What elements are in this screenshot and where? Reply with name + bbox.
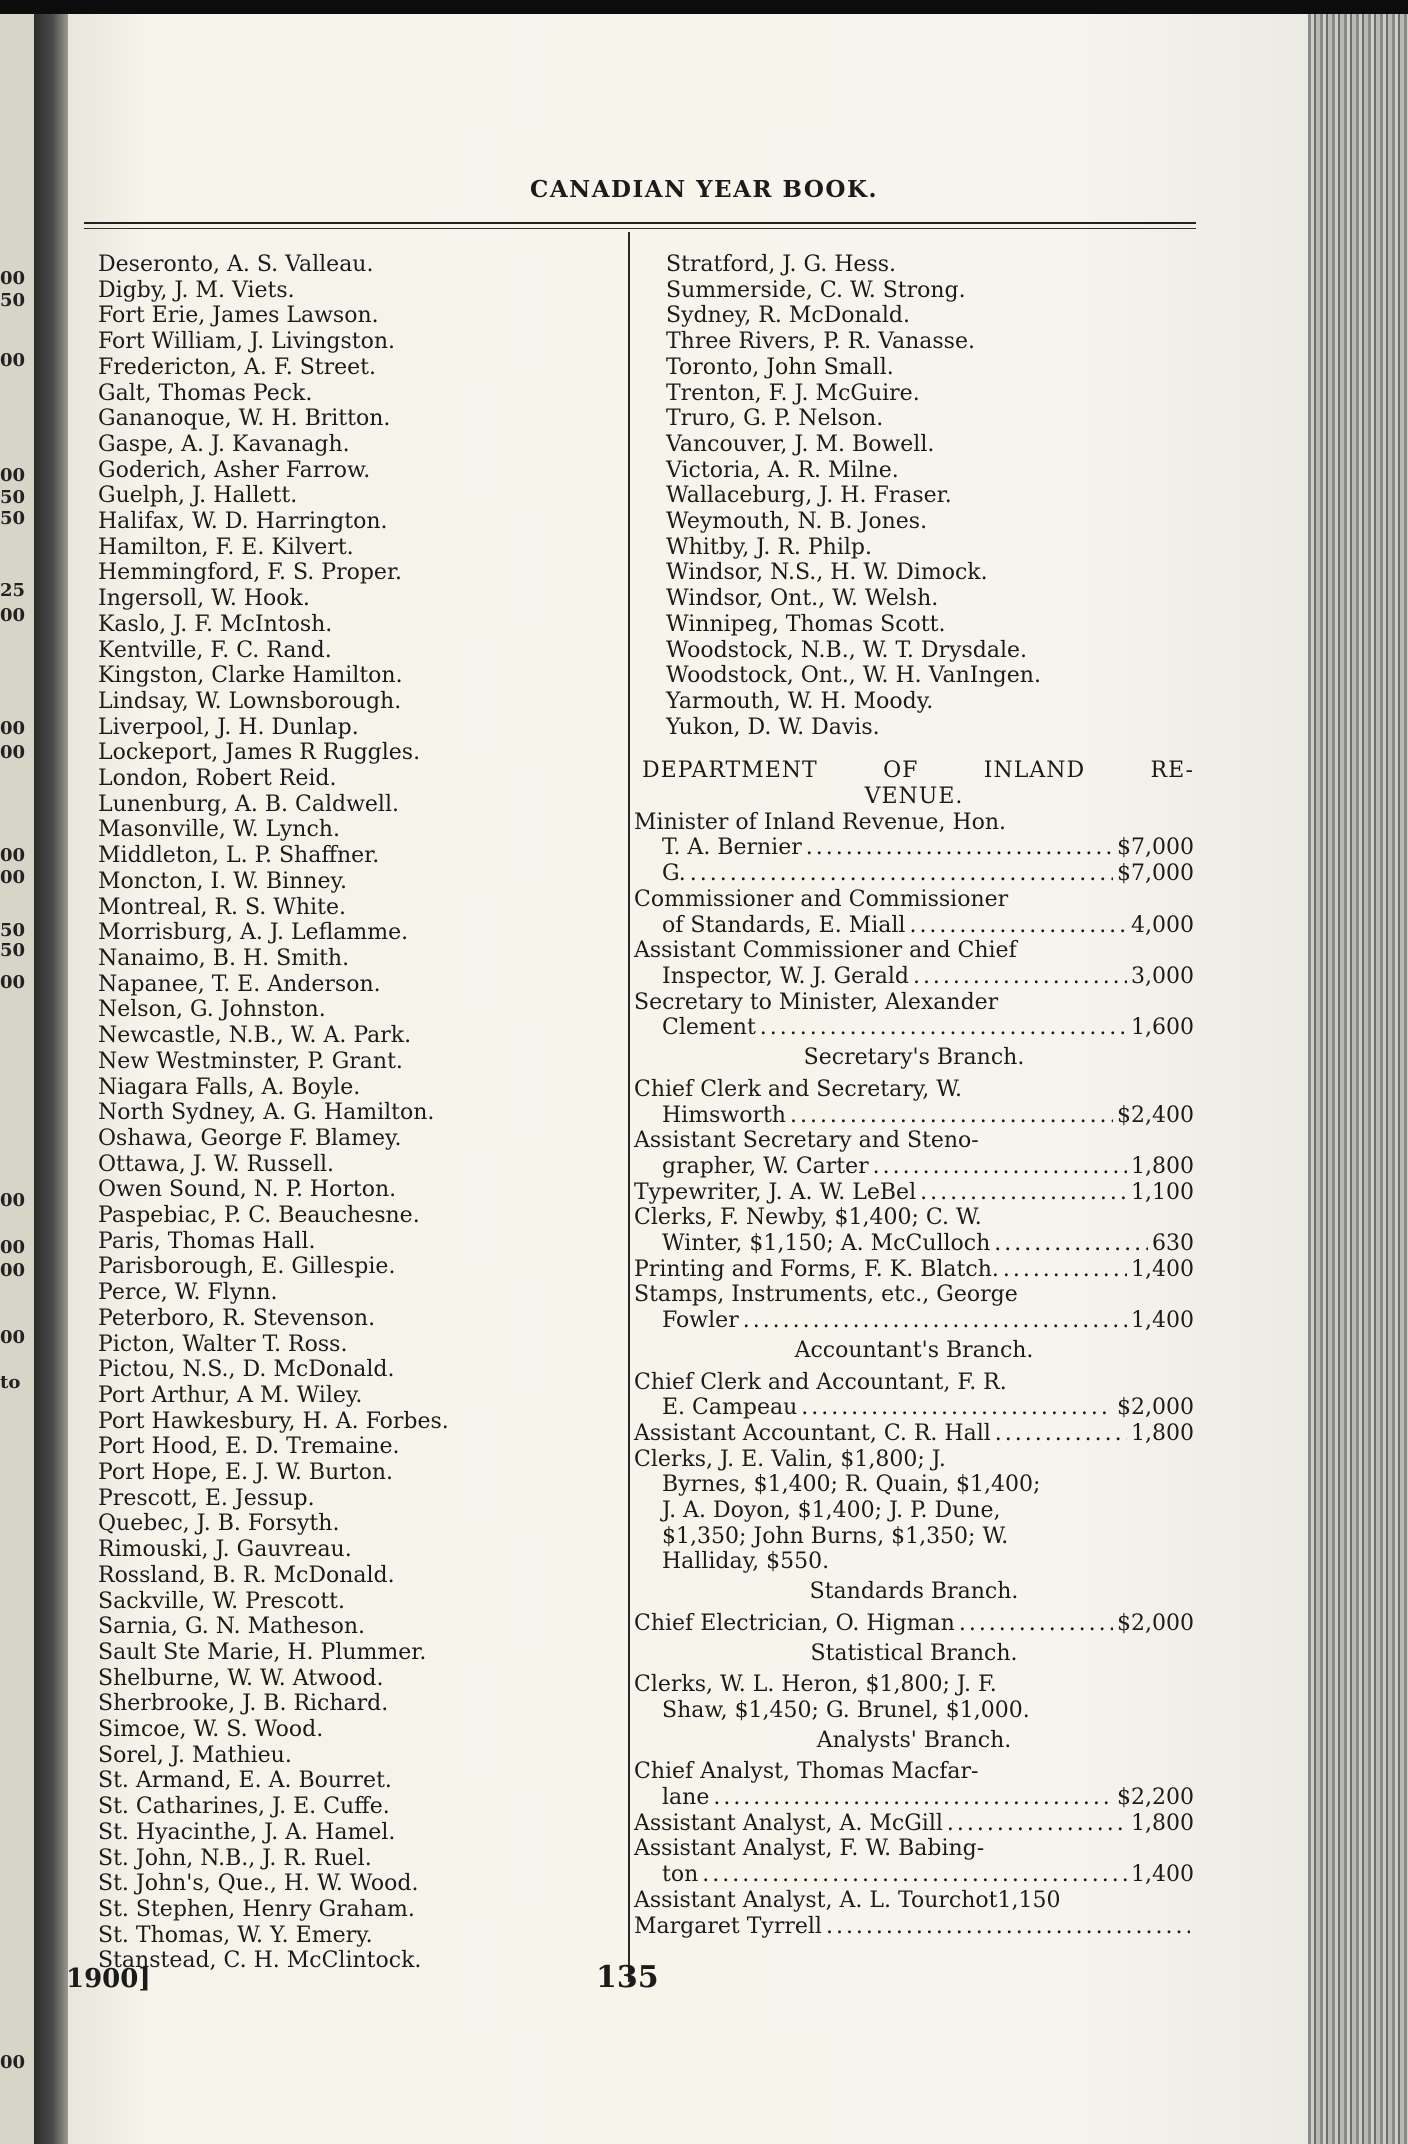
- list-item: Hemmingford, F. S. Proper.: [98, 560, 403, 586]
- list-item: Gaspe, A. J. Kavanagh.: [98, 431, 350, 457]
- entry-name: Clement: [662, 1015, 756, 1041]
- margin-number: 00: [0, 718, 26, 739]
- entry-last-line: [634, 1862, 1194, 1888]
- entry-name: Margaret Tyrrell: [634, 1913, 822, 1939]
- entry-name: Himsworth: [662, 1102, 786, 1128]
- salary-amount: $2,200: [1117, 1785, 1194, 1811]
- accountant-branch-entries: [634, 1370, 1194, 1447]
- margin-number: 50: [0, 290, 26, 311]
- entry-last-line: [634, 1811, 1194, 1837]
- list-item: Simcoe, W. S. Wood.: [98, 1717, 324, 1743]
- revenue-entry: [634, 1282, 1194, 1333]
- list-item: Windsor, Ont., W. Welsh.: [666, 586, 939, 612]
- branch-heading-statistical: Statistical Branch.: [810, 1640, 1018, 1666]
- list-item: Morrisburg, A. J. Leflamme.: [98, 920, 409, 946]
- revenue-entry: [634, 1205, 1194, 1256]
- revenue-entry: [634, 1811, 1194, 1837]
- list-item: Napanee, T. E. Anderson.: [98, 971, 381, 997]
- entry-name: Fowler: [662, 1308, 739, 1334]
- list-item: North Sydney, A. G. Hamilton.: [98, 1100, 435, 1126]
- margin-number: 00: [0, 268, 26, 289]
- list-item: Peterboro, R. Stevenson.: [98, 1305, 376, 1331]
- entry-name: of Standards, E. Miall: [662, 912, 906, 938]
- branch-heading-secretary: Secretary's Branch.: [803, 1045, 1025, 1071]
- entry-name: Inspector, W. J. Gerald: [662, 963, 909, 989]
- statistical-clerks: [634, 1672, 1194, 1723]
- dot-leader: [920, 1180, 1127, 1206]
- dot-leader: [947, 1811, 1127, 1837]
- revenue-entry: [634, 810, 1194, 861]
- dot-leader: [913, 964, 1127, 990]
- list-item: Truro, G. P. Nelson.: [666, 406, 884, 432]
- revenue-entry: [634, 1370, 1194, 1421]
- entry-name: T. A. Bernier: [662, 835, 802, 861]
- list-item: Kaslo, J. F. McIntosh.: [98, 611, 333, 637]
- entry-name: Printing and Forms, F. K. Blatch.: [634, 1256, 999, 1282]
- dot-leader: [801, 1395, 1113, 1421]
- list-item: Halifax, W. D. Harrington.: [98, 509, 388, 535]
- entry-text-line: Shaw, $1,450; G. Brunel, $1,000.: [662, 1697, 1030, 1723]
- list-item: Sault Ste Marie, H. Plummer.: [98, 1639, 427, 1665]
- accountant-clerks: [634, 1447, 1194, 1576]
- entry-text-line: Assistant Secretary and Steno-: [634, 1128, 979, 1154]
- revenue-entry: [634, 1421, 1194, 1447]
- list-item: Summerside, C. W. Strong.: [666, 277, 966, 303]
- list-item: Sorel, J. Mathieu.: [98, 1742, 292, 1768]
- scan-top-border: [0, 0, 1408, 14]
- right-column: [634, 252, 1194, 1939]
- dot-leader: [760, 1015, 1127, 1041]
- secretary-branch-entries: [634, 1077, 1194, 1334]
- dot-leader: [959, 1611, 1113, 1637]
- branch-heading-accountant: Accountant's Branch.: [794, 1337, 1034, 1363]
- list-item: Yukon, D. W. Davis.: [666, 714, 880, 740]
- list-item: Masonville, W. Lynch.: [98, 817, 340, 843]
- list-item: St. Stephen, Henry Graham.: [98, 1897, 415, 1922]
- dot-leader: [994, 1231, 1148, 1257]
- header-rule: [84, 222, 1196, 224]
- list-item: Newcastle, N.B., W. A. Park.: [98, 1023, 412, 1049]
- list-item: St. John, N.B., J. R. Ruel.: [98, 1845, 372, 1871]
- entry-last-line: [634, 1231, 1194, 1257]
- salary-amount: 1,800: [1131, 1153, 1194, 1179]
- salary-amount: 1,600: [1131, 1015, 1194, 1041]
- column-divider: [628, 232, 630, 1982]
- salary-amount: $2,400: [1117, 1102, 1194, 1128]
- list-item: Nelson, G. Johnston.: [98, 997, 326, 1023]
- entry-name: Assistant Analyst, A. L. Tourchot: [634, 1887, 998, 1913]
- list-item: Trenton, F. J. McGuire.: [666, 380, 920, 406]
- footer-year: 1900]: [66, 1964, 151, 1994]
- margin-number: 00: [0, 867, 26, 888]
- entry-last-line: [634, 1308, 1194, 1334]
- list-item: Lunenburg, A. B. Caldwell.: [98, 791, 399, 817]
- entry-text-line: Chief Clerk and Accountant, F. R.: [634, 1369, 1007, 1395]
- list-item: Three Rivers, P. R. Vanasse.: [666, 329, 975, 355]
- entry-text-line: Clerks, J. E. Valin, $1,800; J.: [634, 1446, 946, 1472]
- revenue-entry: [634, 1836, 1194, 1887]
- dot-leader: [790, 1103, 1113, 1129]
- entry-last-line: [634, 1154, 1194, 1180]
- list-item: Paspebiac, P. C. Beauchesne.: [98, 1203, 420, 1229]
- dot-leader: [806, 835, 1113, 861]
- entry-name: Assistant Analyst, A. McGill: [634, 1810, 943, 1836]
- list-item: Stanstead, C. H. McClintock.: [98, 1948, 422, 1974]
- department-heading-line-1: DEPARTMENT OF INLAND RE-: [642, 758, 1194, 784]
- dot-leader: [690, 861, 1113, 887]
- previous-page-sliver: [0, 14, 34, 2144]
- entry-last-line: [634, 1421, 1194, 1447]
- entry-last-line: [634, 835, 1194, 861]
- right-column-list: [634, 252, 1194, 740]
- entry-text-line: Chief Clerk and Secretary, W.: [634, 1076, 962, 1102]
- revenue-entry: [634, 1888, 1194, 1914]
- list-item: Shelburne, W. W. Atwood.: [98, 1665, 384, 1691]
- list-item: Deseronto, A. S. Valleau.: [98, 252, 374, 277]
- entry-text-line: Halliday, $550.: [662, 1549, 830, 1575]
- list-item: Kentville, F. C. Rand.: [98, 637, 332, 663]
- book-gutter: [34, 14, 68, 2144]
- entry-text-line: Secretary to Minister, Alexander: [634, 989, 999, 1015]
- department-heading-line-2: VENUE.: [864, 784, 964, 810]
- entry-name: Winter, $1,150; A. McCulloch: [662, 1231, 991, 1257]
- list-item: Moncton, I. W. Binney.: [98, 868, 347, 894]
- list-item: Port Hood, E. D. Tremaine.: [98, 1434, 400, 1460]
- revenue-entry: [634, 1077, 1194, 1128]
- margin-number: 00: [0, 972, 26, 993]
- entry-name: Typewriter, J. A. W. LeBel: [634, 1179, 917, 1205]
- list-item: Stratford, J. G. Hess.: [666, 252, 897, 277]
- page-edges: [1308, 14, 1408, 2144]
- list-item: Pictou, N.S., D. McDonald.: [98, 1357, 395, 1383]
- list-item: Liverpool, J. H. Dunlap.: [98, 714, 359, 740]
- entry-text-line: Clerks, F. Newby, $1,400; C. W.: [634, 1205, 982, 1231]
- page-number: 135: [596, 1960, 659, 1995]
- entry-name: E. Campeau: [662, 1395, 798, 1421]
- list-item: St. John's, Que., H. W. Wood.: [98, 1871, 419, 1897]
- list-item: Port Hawkesbury, H. A. Forbes.: [98, 1408, 449, 1434]
- list-item: Sherbrooke, J. B. Richard.: [98, 1691, 389, 1717]
- list-item: Woodstock, Ont., W. H. VanIngen.: [666, 663, 1041, 689]
- list-item: Perce, W. Flynn.: [98, 1280, 278, 1306]
- margin-number: 00: [0, 605, 26, 626]
- salary-amount: 1,400: [1131, 1308, 1194, 1334]
- margin-number: 00: [0, 1237, 26, 1258]
- dot-leader: [1003, 1257, 1127, 1283]
- list-item: Galt, Thomas Peck.: [98, 380, 313, 406]
- entry-last-line: [634, 1180, 1194, 1206]
- list-item: Kingston, Clarke Hamilton.: [98, 663, 403, 689]
- entry-last-line: [634, 1888, 1194, 1914]
- margin-number: 50: [0, 920, 26, 941]
- revenue-entry: [634, 1180, 1194, 1206]
- dot-leader: [826, 1914, 1190, 1940]
- list-item: Fort William, J. Livingston.: [98, 329, 395, 355]
- list-item: Vancouver, J. M. Bowell.: [666, 431, 935, 457]
- list-item: Middleton, L. P. Shaffner.: [98, 843, 380, 869]
- margin-number: 00: [0, 465, 26, 486]
- dot-leader: [743, 1308, 1127, 1334]
- list-item: Nanaimo, B. H. Smith.: [98, 945, 350, 971]
- entry-name: Assistant Accountant, C. R. Hall: [634, 1420, 991, 1446]
- entry-text-line: Assistant Commissioner and Chief: [634, 938, 1017, 964]
- list-item: Woodstock, N.B., W. T. Drysdale.: [666, 637, 1027, 663]
- list-item: Lockeport, James R Ruggles.: [98, 740, 421, 766]
- list-item: Goderich, Asher Farrow.: [98, 457, 371, 483]
- list-item: Oshawa, George F. Blamey.: [98, 1125, 402, 1151]
- margin-number: to: [0, 1372, 21, 1393]
- entry-last-line: [634, 1914, 1194, 1940]
- entry-last-line: [634, 913, 1194, 939]
- salary-amount: $2,000: [1117, 1610, 1194, 1636]
- list-item: Toronto, John Small.: [666, 354, 894, 380]
- list-item: Whitby, J. R. Philp.: [666, 534, 873, 560]
- running-header: CANADIAN YEAR BOOK.: [530, 176, 878, 203]
- margin-number: 00: [0, 1190, 26, 1211]
- revenue-entry: [634, 1759, 1194, 1810]
- salary-amount: 1,100: [1131, 1179, 1194, 1205]
- list-item: Wallaceburg, J. H. Fraser.: [666, 483, 952, 509]
- entry-last-line: [634, 861, 1194, 887]
- dot-leader: [873, 1154, 1127, 1180]
- list-item: Ottawa, J. W. Russell.: [98, 1151, 335, 1177]
- list-item: Weymouth, N. B. Jones.: [666, 509, 928, 535]
- salary-amount: $7,000: [1117, 835, 1194, 861]
- list-item: Rimouski, J. Gauvreau.: [98, 1537, 352, 1563]
- revenue-entry: [634, 861, 1194, 887]
- entry-name: Chief Electrician, O. Higman: [634, 1610, 955, 1636]
- list-item: Yarmouth, W. H. Moody.: [666, 688, 934, 714]
- dot-leader: [909, 913, 1127, 939]
- entry-name: ton: [662, 1862, 699, 1888]
- header-rule-thin: [84, 228, 1196, 229]
- margin-number: 00: [0, 350, 26, 371]
- list-item: Paris, Thomas Hall.: [98, 1228, 316, 1254]
- list-item: Sydney, R. McDonald.: [666, 303, 910, 329]
- entry-text-line: Minister of Inland Revenue, Hon.: [634, 809, 1007, 835]
- list-item: Picton, Walter T. Ross.: [98, 1331, 348, 1357]
- entry-text-line: J. A. Doyon, $1,400; J. P. Dune,: [662, 1498, 1001, 1524]
- list-item: Quebec, J. B. Forsyth.: [98, 1511, 340, 1537]
- margin-number: 50: [0, 508, 26, 529]
- salary-amount: 4,000: [1131, 912, 1194, 938]
- list-item: Ingersoll, W. Hook.: [98, 586, 310, 612]
- margin-number: 25: [0, 580, 26, 601]
- list-item: Windsor, N.S., H. W. Dimock.: [666, 560, 988, 586]
- standards-branch-entries: [634, 1611, 1194, 1637]
- salary-amount: 3,000: [1131, 963, 1194, 989]
- entry-last-line: [634, 1103, 1194, 1129]
- dot-leader: [713, 1785, 1113, 1811]
- entry-name: lane: [662, 1785, 710, 1811]
- list-item: Port Hope, E. J. W. Burton.: [98, 1460, 394, 1486]
- margin-number: 00: [0, 1327, 26, 1348]
- salary-amount: 630: [1152, 1231, 1194, 1257]
- list-item: Lindsay, W. Lownsborough.: [98, 688, 402, 714]
- list-item: Winnipeg, Thomas Scott.: [666, 611, 946, 637]
- list-item: St. Catharines, J. E. Cuffe.: [98, 1794, 390, 1820]
- dot-leader: [702, 1862, 1127, 1888]
- list-item: Gananoque, W. H. Britton.: [98, 406, 391, 432]
- revenue-entry: [634, 990, 1194, 1041]
- entry-last-line: [634, 964, 1194, 990]
- list-item: Sackville, W. Prescott.: [98, 1588, 346, 1614]
- list-item: Sarnia, G. N. Matheson.: [98, 1614, 365, 1640]
- entry-last-line: [634, 1785, 1194, 1811]
- branch-heading-analysts: Analysts' Branch.: [816, 1727, 1012, 1753]
- salary-amount: 1,150: [997, 1887, 1061, 1913]
- entry-text-line: Commissioner and Commissioner: [634, 886, 1009, 912]
- entry-name: grapher, W. Carter: [662, 1153, 869, 1179]
- department-officers: [634, 810, 1194, 1041]
- branch-heading-standards: Standards Branch.: [809, 1579, 1019, 1605]
- salary-amount: $2,000: [1117, 1395, 1194, 1421]
- analysts-branch-entries: [634, 1759, 1194, 1939]
- entry-last-line: [634, 1611, 1194, 1637]
- salary-amount: 1,400: [1131, 1862, 1194, 1888]
- dot-leader: [995, 1421, 1127, 1447]
- entry-last-line: [634, 1257, 1194, 1283]
- list-item: St. Thomas, W. Y. Emery.: [98, 1922, 373, 1948]
- revenue-entry: [634, 1257, 1194, 1283]
- list-item: Victoria, A. R. Milne.: [666, 457, 899, 483]
- list-item: Port Arthur, A M. Wiley.: [98, 1382, 363, 1408]
- list-item: Fredericton, A. F. Street.: [98, 354, 377, 380]
- salary-amount: 1,800: [1131, 1420, 1194, 1446]
- list-item: St. Armand, E. A. Bourret.: [98, 1768, 392, 1794]
- margin-number: 00: [0, 1260, 26, 1281]
- entry-text-line: $1,350; John Burns, $1,350; W.: [662, 1523, 1009, 1549]
- list-item: New Westminster, P. Grant.: [98, 1048, 403, 1074]
- list-item: St. Hyacinthe, J. A. Hamel.: [98, 1819, 396, 1845]
- salary-amount: 1,800: [1131, 1810, 1194, 1836]
- entry-last-line: [634, 1015, 1194, 1041]
- margin-number: 00: [0, 845, 26, 866]
- list-item: Prescott, E. Jessup.: [98, 1485, 315, 1511]
- revenue-entry: [634, 1128, 1194, 1179]
- revenue-entry: [634, 1914, 1194, 1940]
- margin-number: 50: [0, 487, 26, 508]
- entry-text-line: Byrnes, $1,400; R. Quain, $1,400;: [662, 1472, 1041, 1498]
- revenue-entry: [634, 938, 1194, 989]
- list-item: Guelph, J. Hallett.: [98, 483, 298, 509]
- margin-number: 00: [0, 2052, 26, 2073]
- margin-number: 00: [0, 742, 26, 763]
- list-item: Niagara Falls, A. Boyle.: [98, 1074, 361, 1100]
- revenue-entry: [634, 887, 1194, 938]
- entry-text-line: Chief Analyst, Thomas Macfar-: [634, 1759, 979, 1785]
- entry-text-line: Assistant Analyst, F. W. Babing-: [634, 1836, 985, 1862]
- left-column-list: [98, 252, 618, 1974]
- entry-text-line: Stamps, Instruments, etc., George: [634, 1282, 1018, 1308]
- list-item: Montreal, R. S. White.: [98, 894, 346, 920]
- margin-number: 50: [0, 940, 26, 961]
- list-item: Hamilton, F. E. Kilvert.: [98, 534, 354, 560]
- list-item: Parisborough, E. Gillespie.: [98, 1254, 396, 1280]
- list-item: Rossland, B. R. McDonald.: [98, 1562, 395, 1588]
- salary-amount: $7,000: [1117, 861, 1194, 887]
- list-item: Owen Sound, N. P. Horton.: [98, 1177, 397, 1203]
- revenue-entry: [634, 1611, 1194, 1637]
- list-item: London, Robert Reid.: [98, 766, 337, 792]
- entry-name: G.: [662, 861, 686, 887]
- entry-text-line: Clerks, W. L. Heron, $1,800; J. F.: [634, 1672, 997, 1698]
- department-heading: [634, 758, 1194, 809]
- salary-amount: 1,400: [1131, 1256, 1194, 1282]
- entry-last-line: [634, 1395, 1194, 1421]
- list-item: Fort Erie, James Lawson.: [98, 303, 379, 329]
- list-item: Digby, J. M. Viets.: [98, 277, 295, 303]
